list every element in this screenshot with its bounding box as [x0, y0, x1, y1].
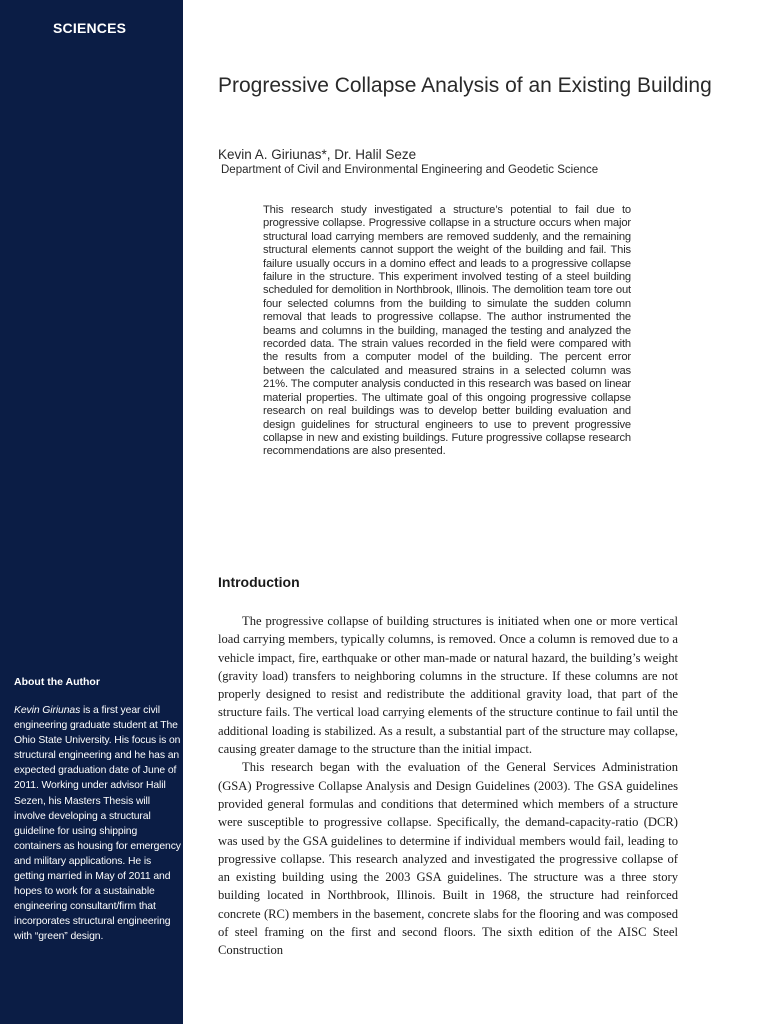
about-author-bio	[14, 703, 182, 945]
author-name: Kevin Giriunas	[14, 705, 81, 716]
introduction-body	[218, 612, 678, 960]
section-label: SCIENCES	[53, 20, 127, 36]
sidebar	[0, 0, 183, 1024]
paragraph: The progressive collapse of building structures is initiated when one or more vertical load carrying members, typically columns, is removed. Once a column is removed due to a vehicle impact, fire, earthquake or other man-made or natural hazard, the building’s weight (gravity load) transfers to neighboring columns in the structure. If these columns are not properly designed to resist and redistribute the additional gravity load, that part of the structure fails. The vertical load carrying elements of the structure continue to fail until the additional loading is stabilized. As a result, a substantial part of the structure may collapse, causing greater damage to the structure than the initial impact.	[218, 614, 678, 757]
author-bio-text: is a first year civil engineering graduate student at The Ohio State University. His focus is on structural engineering and he has an expected graduation date of June of 2011. Working under advisor Halil Sezen, his Masters Thesis will involve developing a structural guideline for using shipping containers as housing for emergency and military applications. He is getting married in May of 2011 and hopes to work for a sustainable engineering consultant/firm that incorporates structural engineering with “green” design.	[14, 705, 181, 943]
article-title: Progressive Collapse Analysis of an Existing Building	[218, 74, 712, 97]
article-authors: Kevin A. Giriunas*, Dr. Halil Seze	[218, 147, 417, 162]
article-affiliation: Department of Civil and Environmental Engineering and Geodetic Science	[221, 164, 599, 176]
about-author-title: About the Author	[14, 676, 100, 688]
paragraph: This research began with the evaluation of the General Services Administration (GSA) Progressive Collapse Analysis and Design Guidelines (2003). The GSA guidelines provided general formulas and conditions that determined which members of a structure were susceptible to progressive collapse. Specifically, the demand-capacity-ratio (DCR) was used by the GSA guidelines to determine if individual members would fail, leading to progressive collapse. This research analyzed and investigated the progressive collapse of an existing building using the 2003 GSA guidelines. The structure was a three story building located in Northbrook, Illinois. Built in 1968, the structure had reinforced concrete (RC) members in the basement, concrete slabs for the flooring and was composed of steel framing on the first and second floors. The sixth edition of the AISC Steel Construction	[218, 760, 678, 958]
introduction-heading: Introduction	[218, 574, 300, 590]
abstract: This research study investigated a structure’s potential to fail due to progressive collapse. Progressive collapse in a structure occurs when major structural load carrying members are removed suddenly, and the remaining structural elements cannot support the weight of the building and fail. This failure usually occurs in a domino effect and leads to a progressive collapse failure in the structure. This experiment involved testing of a steel building scheduled for demolition in Northbrook, Illinois. The demolition team tore out four selected columns from the building to simulate the sudden column removal that leads to progressive collapse. The author instrumented the beams and columns in the building, managed the testing and analyzed the recorded data. The strain values recorded in the field were compared with the results from a computer model of the building. The percent error between the calculated and measured strains in a selected column was 21%. The computer analysis conducted in this research was based on linear material properties. The ultimate goal of this ongoing progressive collapse research on real buildings was to develop better building evaluation and design guidelines for structural engineers to use to prevent progressive collapse in new and existing buildings. Future progressive collapse research recommendations are also presented.	[263, 204, 631, 458]
